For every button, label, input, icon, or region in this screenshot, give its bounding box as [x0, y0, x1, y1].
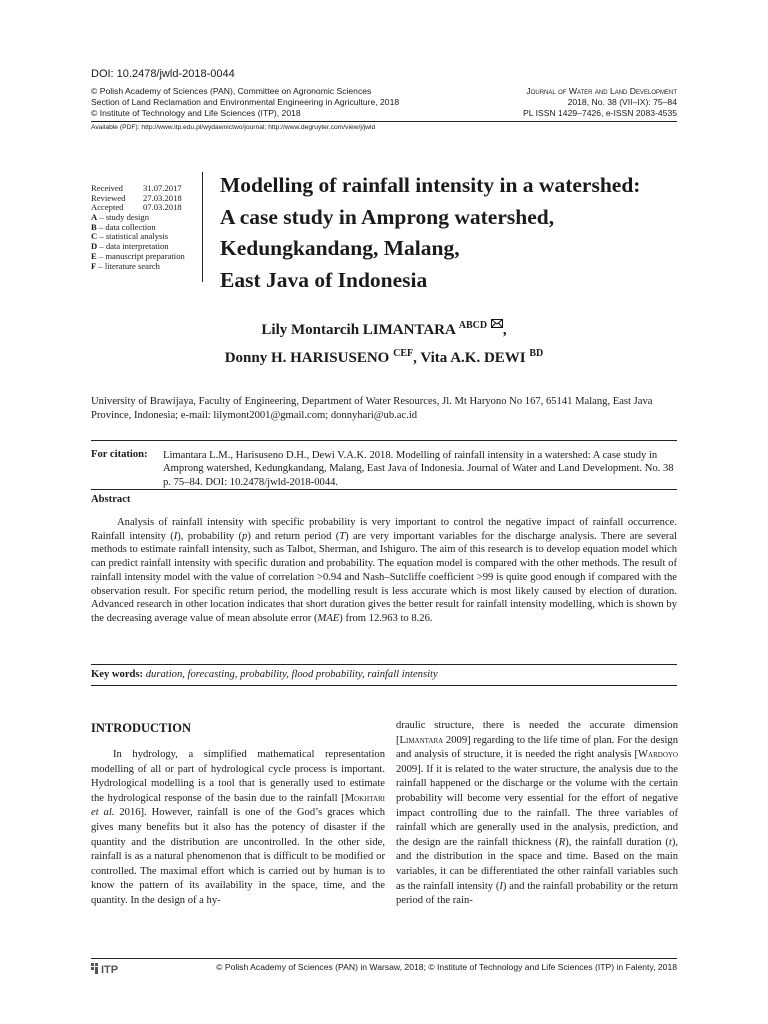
abstract-heading: Abstract	[91, 494, 131, 505]
reference[interactable]: Wardoyo	[638, 749, 678, 761]
author-roles: ABCD	[458, 320, 488, 331]
author-name: Vita A.K. DEWI	[420, 350, 526, 366]
role-key: D	[91, 241, 98, 252]
intro-text: 2009]. If it is related to the water structure, the analysis due to the rainfall happened or the discharge or the volume with the certain probability will become very essential for the effort of negative impact controlling due to the rainfall. The three variables of rainfall which are generally used in the analysis, prediction, and the design are the rainfall thickness (	[396, 763, 678, 848]
copyright-block	[91, 86, 399, 119]
abstract-text	[91, 516, 677, 626]
variable: t	[668, 836, 672, 848]
title-divider	[202, 172, 203, 282]
date-label: Accepted	[91, 202, 124, 212]
date-value: 31.07.2017	[143, 183, 182, 193]
manuscript-dates	[91, 184, 182, 213]
doi: DOI: 10.2478/jwld-2018-0044	[91, 68, 235, 80]
variable: I	[173, 530, 178, 542]
section-heading: INTRODUCTION	[91, 721, 192, 735]
role-key: F	[91, 260, 97, 271]
journal-issue: 2018, No. 38 (VII–IX): 75–84	[567, 97, 677, 107]
role-item	[91, 262, 185, 272]
role-key: C	[91, 231, 98, 242]
intro-text: 2016]. However, rainfall is one of the God’s graces which gives many benefits but it also has the potency of disaster if the quantity and the distribution are uncontrolled. In the other side, rainfall is as a natural phenomenon that is difficult to be modified or controlled. The maximal effort which is carried out by human is to know the pattern of its availability in the space, time, and the quantity. In the design of a hy-	[91, 807, 385, 906]
keywords-text: duration, forecasting, probability, flood probability, rainfall intensity	[143, 669, 438, 680]
author-roles: BD	[529, 348, 544, 359]
author-separator: ,	[502, 322, 507, 338]
citation-label: For citation:	[91, 449, 148, 460]
title-line: Kedungkandang, Malang,	[220, 236, 460, 260]
journal-issn: PL ISSN 1429–7426, e-ISSN 2083-4535	[523, 108, 677, 118]
role-text: – data interpretation	[97, 241, 169, 252]
author-separator: ,	[413, 350, 421, 366]
intro-text: draulic structure, there is needed the accurate dimension [	[396, 720, 678, 746]
intro-text: ) and the rainfall probability or the return period of the rain-	[396, 880, 678, 907]
date-label: Reviewed	[91, 192, 126, 203]
journal-name: Journal of Water and Land Development	[526, 86, 677, 96]
abstract-part: Analysis of rainfall intensity with specific probability is very important to control the negative impact of rainfall occurrence. Rainfall intensity (	[91, 517, 677, 542]
keywords	[91, 669, 677, 680]
role-key: A	[91, 212, 98, 222]
date-value: 07.03.2018	[143, 202, 182, 212]
reference[interactable]: Limantara	[399, 734, 444, 746]
title-line: East Java of Indonesia	[220, 267, 428, 292]
role-text: – statistical analysis	[97, 231, 169, 242]
date-value: 27.03.2018	[143, 192, 182, 203]
intro-right-column	[396, 719, 678, 909]
role-key: B	[91, 221, 97, 232]
abstract-part: ) and return period (	[247, 530, 340, 542]
copyright-line: © Institute of Technology and Life Sciences (ITP), 2018	[91, 108, 301, 118]
logo-text: ITP	[101, 964, 119, 975]
variable: I	[499, 880, 503, 892]
contribution-legend	[91, 213, 185, 271]
author-name: Donny H. HARISUSENO	[224, 350, 390, 366]
intro-left-column	[91, 748, 385, 909]
affiliation: University of Brawijaya, Faculty of Engineering, Department of Water Resources, Jl. Mt Haryono No 167, 65141 Malang, East Java Province, Indonesia; e-mail: lilymont2001@gmail.com; donnyhari@ub.ac.id	[91, 396, 653, 421]
author-list	[91, 314, 677, 370]
role-text: – manuscript preparation	[96, 250, 185, 261]
variable: p	[242, 530, 248, 542]
variable: MAE	[317, 612, 340, 624]
citation-text: Limantara L.M., Harisuseno D.H., Dewi V.A.K. 2018. Modelling of rainfall intensity in a watershed: A case study in Amprong watershed, Kedungkandang, Malang, East Java of Indonesia. Journal of Water and Land Development. No. 38 p. 75–84. DOI: 10.2478/jwld-2018-0044.	[163, 450, 674, 488]
intro-text: ), the rainfall duration (	[565, 836, 669, 848]
intro-text: 2009] regarding to the life time of plan. For the design and analysis of structure, it is needed the right analysis [	[396, 734, 678, 761]
intro-text: ), and the distribution in the space and time. Based on the main variables, it can be differentiated the other rainfall variables such as the rainfall intensity (	[396, 836, 678, 892]
author-name: Lily Montarcih LIMANTARA	[261, 322, 456, 338]
abstract-part: ) from 12.963 to 8.26.	[339, 612, 433, 624]
abstract-part: ) are very important variables for the discharge analysis. There are several methods to estimate rainfall intensity, such as Talbot, Sherman, and Ishiguro. The aim of this research is to develop equation model which can predict rainfall intensity with specific duration and probability. The equation model is compared with the other methods. The result of rainfall intensity model with the value of correlation >0.94 and Nash–Sutcliffe coefficient >99 is quite good enough if compared with the observation result. For specific return period, the modelling result is less accurate which is most likely caused by election of duration. Advanced research in other location indicates that short duration gives the better result for rainfall intensity modelling, which is shown by the decreasing average value of mean absolute error (	[91, 530, 677, 624]
reference-etal: et al.	[91, 807, 115, 819]
header-divider	[91, 121, 677, 122]
itp-logo	[91, 961, 131, 975]
title-line: A case study in Amprong watershed,	[220, 204, 555, 229]
keywords-bottom-rule	[91, 685, 677, 686]
title-line: Modelling of rainfall intensity in a watershed:	[220, 173, 641, 197]
copyright-line: Section of Land Reclamation and Environmental Engineering in Agriculture, 2018	[91, 97, 400, 107]
copyright-line: © Polish Academy of Sciences (PAN), Committee on Agronomic Sciences	[91, 86, 372, 96]
citation-bottom-rule	[91, 489, 677, 490]
date-label: Received	[91, 183, 123, 193]
keywords-label: Key words:	[91, 669, 144, 680]
reference[interactable]: Mokhtari	[344, 792, 385, 804]
paper-title	[220, 170, 700, 296]
variable: T	[339, 530, 346, 542]
variable: R	[558, 836, 566, 848]
keywords-top-rule	[91, 664, 677, 665]
author-roles: CEF	[393, 348, 414, 359]
intro-text: In hydrology, a simplified mathematical representation modelling of all or part of hydrological cycle process is important. Hydrological modelling is a tool that is generally used to estimate the hydrological response of the basin due to the rainfall [	[91, 749, 385, 804]
author-line	[91, 342, 677, 370]
role-text: – study design	[97, 212, 150, 222]
availability-link[interactable]: Available (PDF): http://www.itp.edu.pl/wydawnictwo/journal; http://www.degruyter.com/view/j/jwld	[91, 124, 376, 131]
role-key: E	[91, 250, 97, 261]
role-text: – literature search	[96, 260, 160, 271]
footer-copyright: © Polish Academy of Sciences (PAN) in Warsaw, 2018; © Institute of Technology and Life Sciences (ITP) in Falenty, 2018	[216, 962, 677, 972]
envelope-icon[interactable]	[491, 319, 503, 328]
footer-divider	[91, 958, 677, 959]
abstract-part: ), probability (	[177, 530, 243, 542]
role-text: – data collection	[96, 221, 156, 232]
journal-info	[523, 86, 677, 119]
citation-top-rule	[91, 440, 677, 441]
author-line	[91, 314, 677, 342]
